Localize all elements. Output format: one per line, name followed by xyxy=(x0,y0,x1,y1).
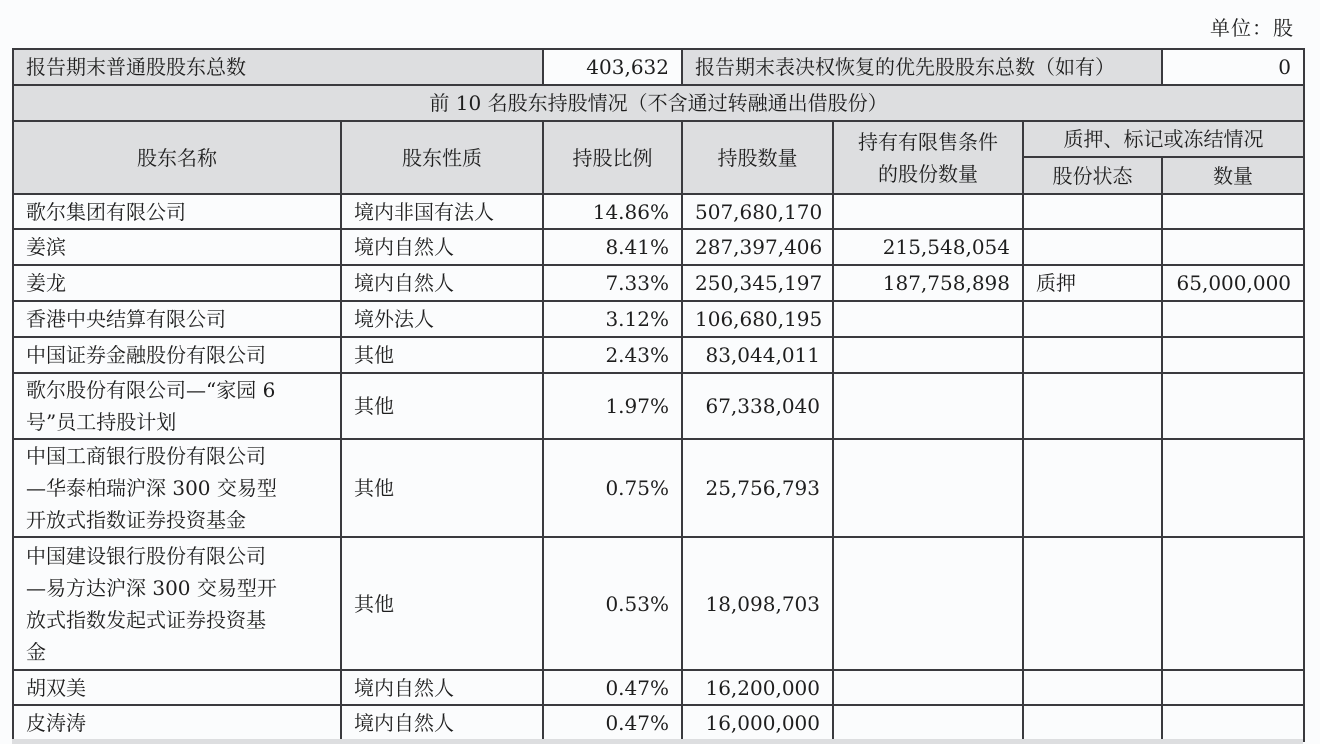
holder-nature: 其他 xyxy=(341,373,543,439)
holder-nature: 境内自然人 xyxy=(341,670,543,705)
holder-nature: 境外法人 xyxy=(341,301,543,337)
holding-quantity: 287,397,406 xyxy=(682,229,833,265)
pledge-status xyxy=(1023,439,1162,537)
holder-nature: 其他 xyxy=(341,439,543,537)
col-header-restricted: 持有有限售条件的股份数量 xyxy=(833,121,1023,194)
next-section-strip xyxy=(12,739,1303,744)
restricted-quantity xyxy=(833,373,1023,439)
restricted-quantity xyxy=(833,670,1023,705)
pledge-quantity xyxy=(1162,373,1304,439)
holder-name: 姜龙 xyxy=(13,265,341,301)
restricted-quantity xyxy=(833,537,1023,670)
holding-ratio: 2.43% xyxy=(543,337,682,373)
holder-name-line: 金 xyxy=(26,639,46,664)
col-header-nature: 股东性质 xyxy=(341,121,543,194)
holding-quantity: 106,680,195 xyxy=(682,301,833,337)
restricted-quantity xyxy=(833,337,1023,373)
holding-quantity: 250,345,197 xyxy=(682,265,833,301)
holder-name: 胡双美 xyxy=(13,670,341,705)
holder-name-line: 歌尔股份有限公司—“家园 6 xyxy=(26,378,276,402)
table-row xyxy=(13,373,1304,439)
table-row xyxy=(13,301,1304,337)
holding-ratio: 3.12% xyxy=(543,301,682,337)
table-row xyxy=(13,439,1304,537)
holding-ratio: 0.47% xyxy=(543,705,682,741)
holding-ratio: 1.97% xyxy=(543,373,682,439)
holding-ratio: 0.53% xyxy=(543,537,682,670)
holder-name-line: 号”员工持股计划 xyxy=(26,410,177,434)
pledge-quantity xyxy=(1162,705,1304,741)
holder-name-line: 放式指数发起式证券投资基 xyxy=(26,607,266,632)
holding-quantity: 67,338,040 xyxy=(682,373,833,439)
preferred-holders-label: 报告期末表决权恢复的优先股股东总数（如有） xyxy=(682,49,1162,85)
col-header-pledge-quantity: 数量 xyxy=(1162,157,1304,194)
holder-name-line: 中国建设银行股份有限公司 xyxy=(26,543,266,568)
holding-quantity: 16,200,000 xyxy=(682,670,833,705)
pledge-quantity xyxy=(1162,194,1304,229)
holder-nature: 境内自然人 xyxy=(341,229,543,265)
pledge-status: 质押 xyxy=(1023,265,1162,301)
pledge-quantity xyxy=(1162,670,1304,705)
pledge-status xyxy=(1023,301,1162,337)
holding-ratio: 14.86% xyxy=(543,194,682,229)
holding-quantity: 83,044,011 xyxy=(682,337,833,373)
holder-nature: 其他 xyxy=(341,537,543,670)
pledge-status xyxy=(1023,537,1162,670)
holder-name: 中国证券金融股份有限公司 xyxy=(13,337,341,373)
holder-name-line: —易方达沪深 300 交易型开 xyxy=(26,575,277,600)
restricted-quantity xyxy=(833,439,1023,537)
table-row xyxy=(13,537,1304,670)
table-row xyxy=(13,194,1304,229)
restricted-quantity xyxy=(833,194,1023,229)
holding-ratio: 8.41% xyxy=(543,229,682,265)
table-row xyxy=(13,670,1304,705)
pledge-status xyxy=(1023,670,1162,705)
restricted-quantity: 215,548,054 xyxy=(833,229,1023,265)
holding-quantity: 507,680,170 xyxy=(682,194,833,229)
holding-quantity: 16,000,000 xyxy=(682,705,833,741)
holder-name: 歌尔集团有限公司 xyxy=(13,194,341,229)
holder-name xyxy=(13,439,341,537)
section-title-row xyxy=(13,85,1304,121)
holder-nature: 境内非国有法人 xyxy=(341,194,543,229)
holding-quantity: 25,756,793 xyxy=(682,439,833,537)
holder-name xyxy=(13,537,341,670)
table-row xyxy=(13,705,1304,741)
pledge-status xyxy=(1023,229,1162,265)
preferred-holders-value: 0 xyxy=(1162,49,1304,85)
holder-name-line: 中国工商银行股份有限公司 xyxy=(26,444,266,468)
col-header-pledge-status: 股份状态 xyxy=(1023,157,1162,194)
common-holders-value: 403,632 xyxy=(543,49,682,85)
pledge-quantity xyxy=(1162,439,1304,537)
pledge-status xyxy=(1023,373,1162,439)
restricted-quantity: 187,758,898 xyxy=(833,265,1023,301)
pledge-status xyxy=(1023,194,1162,229)
header-row-1 xyxy=(13,121,1304,157)
holder-name-line: 开放式指数证券投资基金 xyxy=(26,508,246,532)
common-holders-label: 报告期末普通股股东总数 xyxy=(13,49,543,85)
table-row xyxy=(13,337,1304,373)
holder-nature: 境内自然人 xyxy=(341,265,543,301)
unit-label: 单位：股 xyxy=(1210,16,1294,40)
holder-name: 皮涛涛 xyxy=(13,705,341,741)
holding-ratio: 0.47% xyxy=(543,670,682,705)
pledge-quantity xyxy=(1162,301,1304,337)
pledge-status xyxy=(1023,337,1162,373)
pledge-status xyxy=(1023,705,1162,741)
holder-name xyxy=(13,373,341,439)
holder-nature: 境内自然人 xyxy=(341,705,543,741)
holding-ratio: 7.33% xyxy=(543,265,682,301)
top-shareholders-table xyxy=(12,48,1305,742)
table-row xyxy=(13,265,1304,301)
restricted-quantity xyxy=(833,301,1023,337)
restricted-quantity xyxy=(833,705,1023,741)
holder-nature: 其他 xyxy=(341,337,543,373)
pledge-quantity xyxy=(1162,337,1304,373)
summary-row xyxy=(13,49,1304,85)
col-header-quantity: 持股数量 xyxy=(682,121,833,194)
holder-name: 香港中央结算有限公司 xyxy=(13,301,341,337)
holding-quantity: 18,098,703 xyxy=(682,537,833,670)
col-header-ratio: 持股比例 xyxy=(543,121,682,194)
holder-name-line: —华泰柏瑞沪深 300 交易型 xyxy=(26,476,277,500)
pledge-quantity xyxy=(1162,537,1304,670)
holding-ratio: 0.75% xyxy=(543,439,682,537)
section-title: 前 10 名股东持股情况（不含通过转融通出借股份） xyxy=(13,85,1304,121)
table-row xyxy=(13,229,1304,265)
holder-name: 姜滨 xyxy=(13,229,341,265)
col-header-pledge-group: 质押、标记或冻结情况 xyxy=(1023,121,1304,157)
pledge-quantity: 65,000,000 xyxy=(1162,265,1304,301)
pledge-quantity xyxy=(1162,229,1304,265)
col-header-name: 股东名称 xyxy=(13,121,341,194)
